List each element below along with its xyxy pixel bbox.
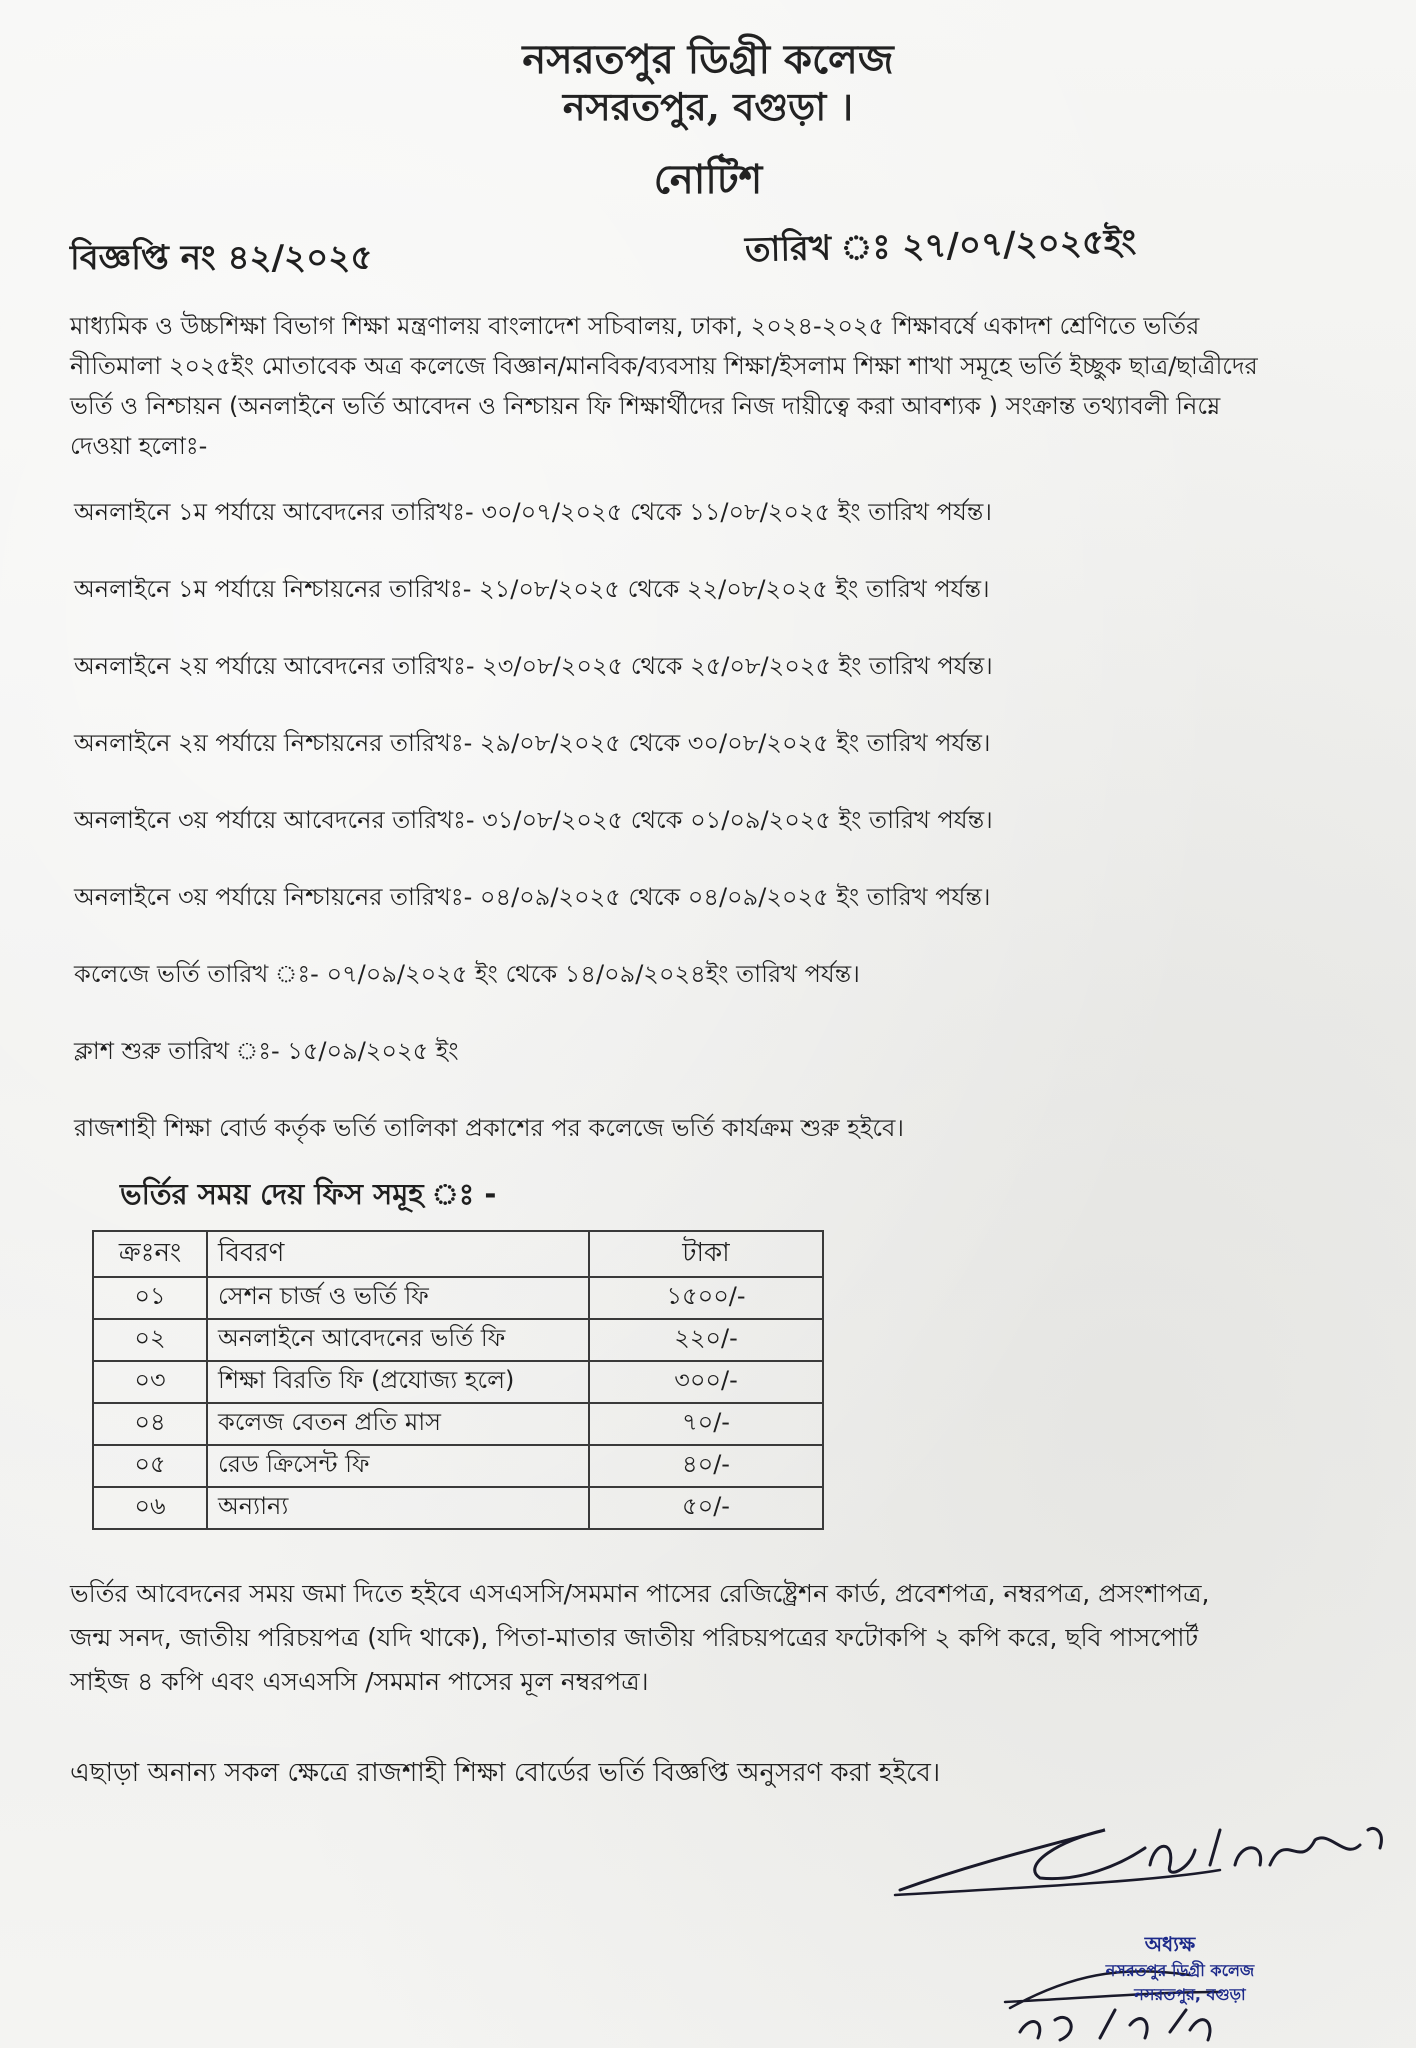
seal-college: নসরতপুর ডিগ্রী কলেজ: [1105, 1961, 1255, 1980]
schedule-line: অনলাইনে ৩য় পর্যায়ে নিশ্চায়নের তারিখঃ- ০৪/০৯/২০২৫ থেকে ০৪/০৯/২০২৫ ইং তারিখ পর্যন্ত।: [74, 883, 991, 911]
schedule-line: অনলাইনে ২য় পর্যায়ে নিশ্চায়নের তারিখঃ- ২৯/০৮/২০২৫ থেকে ৩০/০৮/২০২৫ ইং তারিখ পর্যন্ত।: [74, 729, 991, 757]
description-cell: অন্যান্য: [207, 1487, 589, 1529]
class-start-line: ক্লাশ শুরু তারিখ ঃ- ১৫/০৯/২০২৫ ইং: [74, 1037, 459, 1065]
fees-table-header: [93, 1231, 823, 1277]
schedule-line: অনলাইনে ৩য় পর্যায়ে আবেদনের তারিখঃ- ৩১/০৮/২০২৫ থেকে ০১/০৯/২০২৫ ইং তারিখ পর্যন্ত।: [74, 806, 993, 834]
amount-cell: ৪০/-: [589, 1445, 823, 1487]
serial-cell: ০৬: [93, 1487, 207, 1529]
serial-cell: ০২: [93, 1319, 207, 1361]
table-row: [93, 1403, 823, 1445]
table-row: [93, 1361, 823, 1403]
admission-date-line: কলেজে ভর্তি তারিখ ঃ- ০৭/০৯/২০২৫ ইং থেকে ১৪/০৯/২০২৪ইং তারিখ পর্যন্ত।: [74, 960, 860, 988]
college-address: নসরতপুর, বগুড়া ।: [562, 84, 854, 129]
description-cell: শিক্ষা বিরতি ফি (প্রযোজ্য হলে): [207, 1361, 589, 1403]
description-cell: রেড ক্রিসেন্ট ফি: [207, 1445, 589, 1487]
fees-table: [92, 1230, 824, 1530]
seal-title: অধ্যক্ষ: [1144, 1932, 1196, 1956]
seal-address: নসরতপুর, বগুড়া: [1134, 1985, 1246, 2004]
amount-cell: ৫০/-: [589, 1487, 823, 1529]
schedule-line: অনলাইনে ১ম পর্যায়ে আবেদনের তারিখঃ- ৩০/০৭/২০২৫ থেকে ১১/০৮/২০২৫ ইং তারিখ পর্যন্ত।: [74, 498, 992, 526]
serial-cell: ০৫: [93, 1445, 207, 1487]
board-note-line: রাজশাহী শিক্ষা বোর্ড কর্তৃক ভর্তি তালিকা প্রকাশের পর কলেজে ভর্তি কার্যক্রম শুরু হইবে।: [74, 1114, 904, 1142]
amount-cell: ১৫০০/-: [589, 1277, 823, 1319]
amount-cell: ৭০/-: [589, 1403, 823, 1445]
college-name: নসরতপুর ডিগ্রী কলেজ: [522, 36, 894, 83]
description-cell: সেশন চার্জ ও ভর্তি ফি: [207, 1277, 589, 1319]
table-row: [93, 1319, 823, 1361]
description-cell: কলেজ বেতন প্রতি মাস: [207, 1403, 589, 1445]
table-row: [93, 1277, 823, 1319]
notice-title: নোটিশ: [653, 156, 763, 203]
table-row: [93, 1445, 823, 1487]
schedule-line: অনলাইনে ১ম পর্যায়ে নিশ্চায়নের তারিখঃ- ২১/০৮/২০২৫ থেকে ২২/০৮/২০২৫ ইং তারিখ পর্যন্ত।: [74, 575, 990, 603]
principal-signature-block: [890, 1770, 1410, 2048]
serial-cell: ০১: [93, 1277, 207, 1319]
fees-heading: ভর্তির সময় দেয় ফিস সমূহ ঃ -: [120, 1177, 497, 1211]
schedule-line: অনলাইনে ২য় পর্যায়ে আবেদনের তারিখঃ- ২৩/০৮/২০২৫ থেকে ২৫/০৮/২০২৫ ইং তারিখ পর্যন্ত।: [74, 652, 993, 680]
intro-paragraph: মাধ্যমিক ও উচ্চশিক্ষা বিভাগ শিক্ষা মন্ত্রণালয় বাংলাদেশ সচিবালয়, ঢাকা, ২০২৪-২০২৫ শিক্ষাবর্ষে একাদশ শ্রেণিতে ভর্তির নীতিমালা ২০২৫ইং মোতাবেক অত্র কলেজে বিজ্ঞান/মানবিক/ব্যবসায় শিক্ষা/ইসলাম শিক্ষা শাখা সমূহে ভর্তি ইচ্ছুক ছাত্র/ছাত্রীদের ভর্তি ও নিশ্চায়ন (অনলাইনে ভর্তি আবেদন ও নিশ্চায়ন ফি শিক্ষার্থীদের নিজ দায়ীত্বে করা আবশ্যক ) সংক্রান্ত তথ্যাবলী নিম্নে দেওয়া হলোঃ-: [70, 312, 1258, 460]
serial-cell: ০৪: [93, 1403, 207, 1445]
other-instructions: এছাড়া অনান্য সকল ক্ষেত্রে রাজশাহী শিক্ষা বোর্ডের ভর্তি বিজ্ঞপ্তি অনুসরণ করা হইবে।: [70, 1758, 941, 1788]
required-documents-paragraph: ভর্তির আবেদনের সময় জমা দিতে হইবে এসএসসি/সমমান পাসের রেজিষ্ট্রেশন কার্ড, প্রবেশপত্র, নম্বরপত্র, প্রসংশাপত্র, জন্ম সনদ, জাতীয় পরিচয়পত্র (যদি থাকে), পিতা-মাতার জাতীয় পরিচয়পত্রের ফটোকপি ২ কপি করে, ছবি পাসপোর্ট সাইজ ৪ কপি এবং এসএসসি /সমমান পাসের মূল নম্বরপত্র।: [70, 1579, 1210, 1696]
serial-cell: ০৩: [93, 1361, 207, 1403]
amount-cell: ৩০০/-: [589, 1361, 823, 1403]
amount-cell: ২২০/-: [589, 1319, 823, 1361]
description-cell: অনলাইনে আবেদনের ভর্তি ফি: [207, 1319, 589, 1361]
col-amount-header: টাকা: [589, 1231, 823, 1277]
col-description-header: বিবরণ: [207, 1231, 589, 1277]
notice-ref-no: বিজ্ঞপ্তি নং ৪২/২০২৫: [70, 238, 373, 278]
table-row: [93, 1487, 823, 1529]
notice-date: তারিখ ঃ ২৭/০৭/২০২৫ইং: [744, 221, 1137, 271]
col-serial-header: ক্রঃনং: [93, 1231, 207, 1277]
